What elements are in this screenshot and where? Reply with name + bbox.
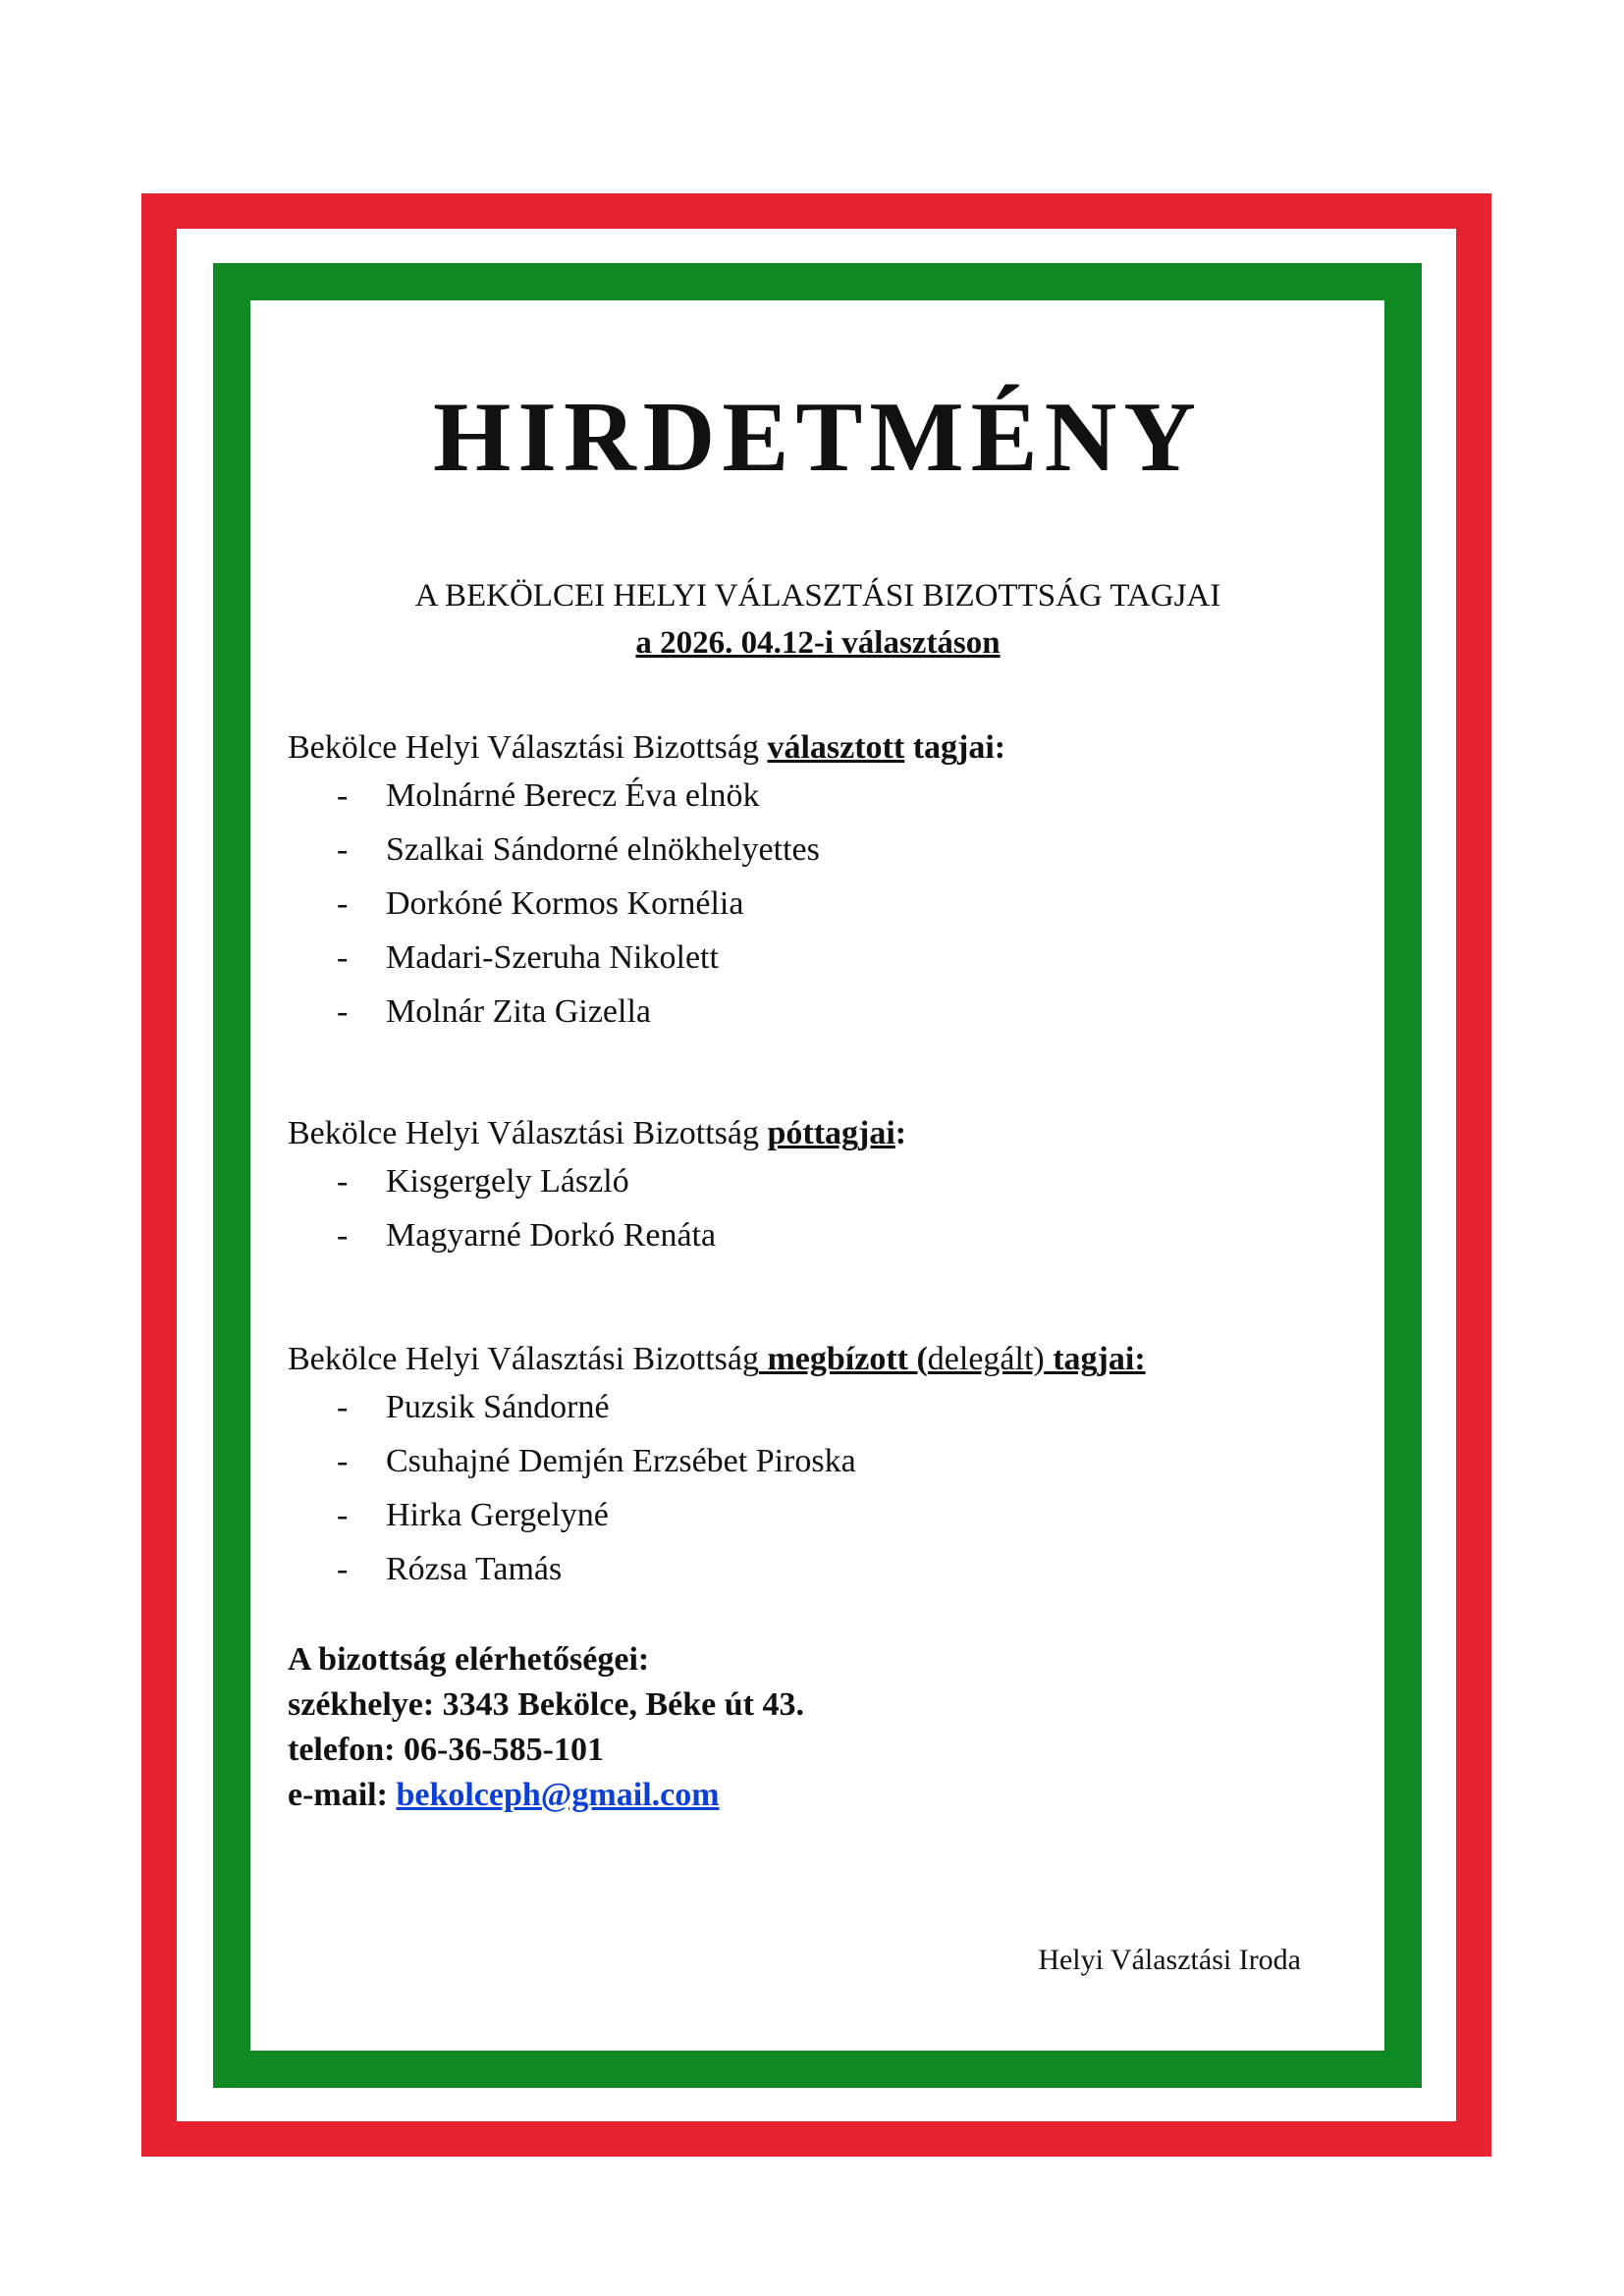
list-item [288, 823, 1348, 877]
member-name: Kisgergely László [386, 1162, 629, 1200]
list-item [288, 1542, 1348, 1596]
heading-suffix: : [894, 1115, 907, 1151]
list-item [288, 1434, 1348, 1488]
heading-prefix: Bekölce Helyi Választási Bizottság [288, 729, 768, 766]
contact-email-line [288, 1773, 804, 1818]
heading-suffix: tagjai: [904, 729, 1006, 766]
member-name: Madari-Szeruha Nikolett [386, 938, 719, 976]
list-item [288, 985, 1348, 1039]
elected-members-heading [288, 728, 1348, 769]
contact-heading: A bizottság elérhetőségei: [288, 1641, 650, 1678]
list-bullet: - [337, 1442, 349, 1479]
list-bullet: - [337, 1496, 349, 1533]
member-name: Rózsa Tamás [386, 1550, 563, 1587]
notice-subtitle: A BEKÖLCEI HELYI VÁLASZTÁSI BIZOTTSÁG TAGJAI [414, 578, 1221, 614]
heading-prefix: Bekölce Helyi Választási Bizottság [288, 1115, 768, 1151]
list-item [288, 931, 1348, 985]
heading-middle: delegált) [927, 1341, 1045, 1377]
heading-suffix: tagjai: [1044, 1341, 1146, 1377]
list-bullet: - [337, 1550, 349, 1587]
list-item [288, 877, 1348, 931]
substitute-members-heading [288, 1114, 1348, 1154]
delegated-members-section [288, 1340, 1348, 1596]
delegated-members-list [288, 1380, 1348, 1596]
list-bullet: - [337, 1388, 349, 1425]
member-name: Magyarné Dorkó Renáta [386, 1216, 717, 1254]
office-signature: Helyi Választási Iroda [1038, 1944, 1301, 1976]
member-name: Csuhajné Demjén Erzsébet Piroska [386, 1442, 856, 1479]
heading-emphasis: póttagjai [767, 1115, 895, 1151]
contact-block [288, 1637, 804, 1818]
list-item [288, 1154, 1348, 1208]
member-name: Puzsik Sándorné [386, 1388, 610, 1425]
list-bullet: - [337, 992, 349, 1030]
elected-members-section [288, 728, 1348, 1039]
election-date-text: a 2026. 04.12-i választáson [635, 625, 1001, 661]
contact-phone: telefon: 06-36-585-101 [288, 1732, 604, 1768]
list-bullet: - [337, 884, 349, 922]
delegated-members-heading [288, 1340, 1348, 1380]
substitute-members-list [288, 1154, 1348, 1262]
list-bullet: - [337, 1216, 349, 1254]
member-name: Hirka Gergelyné [386, 1496, 609, 1533]
elected-members-list [288, 769, 1348, 1039]
heading-emphasis: megbízott ( [758, 1341, 928, 1377]
list-item [288, 1488, 1348, 1542]
member-name: Molnárné Berecz Éva elnök [386, 776, 760, 814]
notice-title: HIRDETMÉNY [432, 382, 1204, 493]
heading-emphasis: választott [767, 729, 905, 766]
list-item [288, 769, 1348, 823]
list-bullet: - [337, 938, 349, 976]
list-item [288, 1208, 1348, 1262]
email-link[interactable]: bekolceph@gmail.com [396, 1777, 720, 1813]
election-date-line [288, 624, 1348, 664]
heading-prefix: Bekölce Helyi Választási Bizottság [288, 1341, 759, 1377]
list-bullet: - [337, 830, 349, 868]
substitute-members-section [288, 1114, 1348, 1262]
member-name: Dorkóné Kormos Kornélia [386, 884, 744, 922]
list-bullet: - [337, 776, 349, 814]
member-name: Molnár Zita Gizella [386, 992, 652, 1030]
member-name: Szalkai Sándorné elnökhelyettes [386, 830, 820, 868]
contact-address: székhelye: 3343 Bekölce, Béke út 43. [288, 1686, 804, 1723]
list-item [288, 1380, 1348, 1434]
list-bullet: - [337, 1162, 349, 1200]
email-label: e-mail: [288, 1777, 397, 1813]
